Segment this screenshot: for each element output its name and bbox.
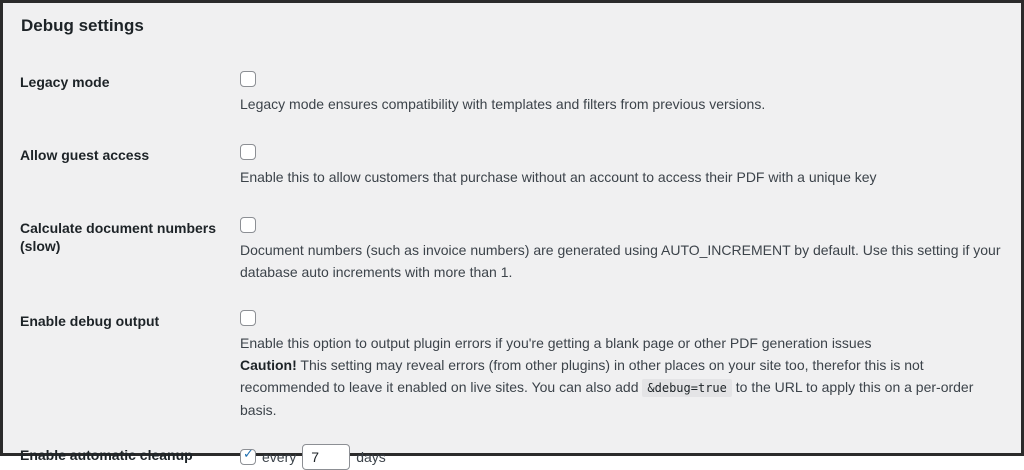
debug-output-description-text: Enable this option to output plugin errors if you're getting a blank page or other PDF generation issues — [240, 335, 872, 351]
cleanup-days-input[interactable] — [302, 444, 350, 470]
section-title: Debug settings — [21, 16, 144, 35]
calc-numbers-checkbox[interactable] — [240, 217, 256, 233]
guest-access-control — [240, 144, 1010, 188]
days-label: days — [356, 449, 386, 465]
debug-output-description — [240, 332, 1010, 421]
guest-access-label: Allow guest access — [20, 147, 150, 163]
guest-access-description: Enable this to allow customers that purchase without an account to access their PDF with a unique key — [240, 169, 877, 185]
debug-query-code: &debug=true — [642, 379, 731, 397]
auto-cleanup-control — [240, 444, 386, 470]
legacy-mode-checkbox[interactable] — [240, 71, 256, 87]
calc-numbers-description: Document numbers (such as invoice numbers) are generated using AUTO_INCREMENT by default. Use this setting if your database auto increments with more than 1. — [240, 242, 1001, 280]
caution-label: Caution! — [240, 357, 297, 373]
legacy-mode-description: Legacy mode ensures compatibility with templates and filters from previous versions. — [240, 96, 766, 112]
caution-text: This setting may reveal errors (from other plugins) in other places on your site too, therefor this is not recommended to leave it enabled on live sites. You can also add — [240, 357, 924, 395]
auto-cleanup-checkbox[interactable] — [240, 449, 256, 465]
auto-cleanup-label: Enable automatic cleanup — [20, 447, 193, 463]
legacy-mode-control — [240, 71, 1010, 115]
debug-output-control — [240, 310, 1010, 421]
guest-access-checkbox[interactable] — [240, 144, 256, 160]
caution-tail: to the URL to apply this on a per-order basis. — [240, 379, 974, 418]
debug-output-label: Enable debug output — [20, 313, 160, 329]
debug-output-checkbox[interactable] — [240, 310, 256, 326]
calc-numbers-control — [240, 217, 1010, 283]
every-label: every — [262, 449, 297, 465]
calc-numbers-label: Calculate document numbers (slow) — [20, 220, 217, 254]
legacy-mode-label: Legacy mode — [20, 74, 110, 90]
